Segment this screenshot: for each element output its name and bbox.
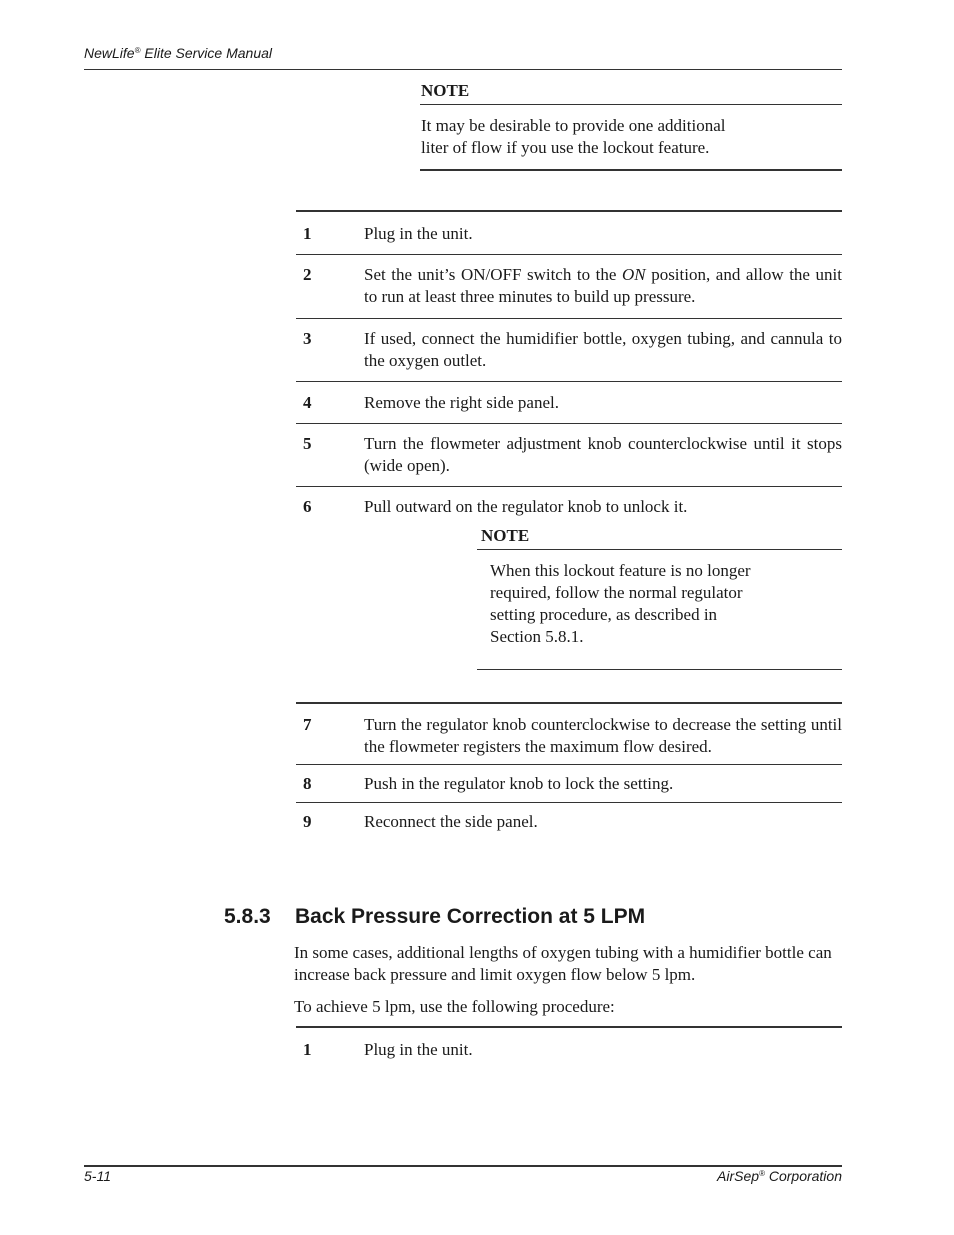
step-row — [296, 424, 842, 486]
note-body — [420, 105, 842, 169]
company-name-rest: Corporation — [764, 1168, 842, 1184]
step-number: 2 — [303, 265, 312, 284]
step-text — [364, 264, 842, 308]
step-number: 8 — [303, 774, 312, 793]
section-title: Back Pressure Correction at 5 LPM — [295, 905, 646, 928]
step-row — [296, 319, 842, 381]
step-row — [296, 765, 842, 802]
step-text: Turn the flowmeter adjustment knob counterclockwise until it stops (wide open). — [364, 434, 842, 475]
procedure-steps-b — [296, 702, 842, 833]
step-text: Remove the right side panel. — [364, 393, 559, 412]
step-row — [296, 487, 842, 518]
note-box-top — [420, 80, 842, 171]
note-line: setting procedure, as described in — [490, 605, 718, 624]
step-row — [296, 704, 842, 764]
note-line: Section 5.8.1. — [490, 627, 584, 646]
body-paragraph: To achieve 5 lpm, use the following procedure: — [294, 997, 615, 1016]
step-text: Pull outward on the regulator knob to unlock it. — [364, 497, 688, 516]
section-number: 5.8.3 — [224, 905, 271, 928]
step-number: 7 — [303, 715, 312, 734]
step-number: 9 — [303, 812, 312, 831]
step-number: 3 — [303, 329, 312, 348]
step-row — [296, 255, 842, 318]
step-text: Push in the regulator knob to lock the setting. — [364, 774, 674, 793]
step-row — [296, 1028, 842, 1061]
note-line: When this lockout feature is no longer — [490, 561, 751, 580]
step-text-part: position, and allow the unit to run at least three minutes to build up pressure. — [364, 265, 842, 306]
step-text: Reconnect the side panel. — [364, 812, 538, 831]
manual-name: NewLife — [84, 45, 135, 61]
footer-rule — [84, 1165, 842, 1167]
note-title: NOTE — [477, 525, 842, 550]
manual-name-rest: Elite Service Manual — [140, 45, 273, 61]
step-number: 6 — [303, 497, 312, 516]
step-number: 1 — [303, 224, 312, 243]
note-title: NOTE — [420, 80, 842, 105]
step-row — [296, 803, 842, 833]
step-text: Plug in the unit. — [364, 1040, 473, 1059]
step-number: 1 — [303, 1040, 312, 1059]
page-number: 5-11 — [84, 1168, 111, 1184]
note-line: required, follow the normal regulator — [490, 583, 743, 602]
note-line: It may be desirable to provide one additional — [421, 116, 726, 135]
note-body — [477, 550, 842, 669]
registered-mark: ® — [134, 46, 141, 55]
step-text-part: Set the unit’s ON/OFF switch to the — [364, 265, 623, 284]
step-row — [296, 382, 842, 423]
step-text: If used, connect the humidifier bottle, oxygen tubing, and cannula to the oxygen outlet. — [364, 329, 842, 370]
step-text-emphasis: ON — [622, 265, 646, 284]
note-line: liter of flow if you use the lockout feature. — [421, 138, 710, 157]
procedure-steps-c — [296, 1026, 842, 1061]
step-row — [296, 212, 842, 254]
running-header — [84, 45, 842, 61]
step-text: Plug in the unit. — [364, 224, 473, 243]
step-text: Turn the regulator knob counterclockwise to decrease the setting until the flowmeter registers the maximum flow desired. — [364, 715, 842, 756]
section-heading — [224, 905, 645, 929]
note-bottom-rule — [420, 169, 842, 171]
note-box-lockout — [477, 525, 842, 670]
registered-mark: ® — [759, 1169, 765, 1178]
step-number: 5 — [303, 434, 312, 453]
company-name: AirSep — [717, 1168, 760, 1184]
header-rule — [84, 69, 842, 70]
procedure-steps-a — [296, 210, 842, 518]
note-bottom-rule — [477, 669, 842, 670]
step-number: 4 — [303, 393, 312, 412]
footer-company — [717, 1168, 842, 1184]
body-paragraph: In some cases, additional lengths of oxygen tubing with a humidifier bottle can increase back pressure and limit oxygen flow below 5 lpm. — [294, 943, 832, 984]
